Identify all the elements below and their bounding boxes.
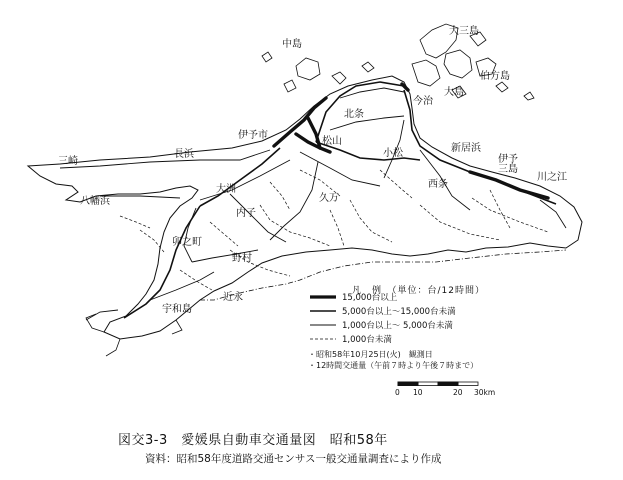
place-label-imabari: 今治	[413, 96, 433, 107]
place-label-matsuyama: 松山	[322, 136, 342, 147]
place-label-nagahama: 長浜	[174, 149, 194, 160]
legend-label-medium: 5,000台以上〜15,000台未満	[342, 307, 456, 317]
legend-label-dashed: 1,000台未満	[342, 335, 392, 345]
legend-row-thin	[310, 319, 530, 331]
figure-caption: 図交3-3 愛媛県自動車交通量図 昭和58年	[118, 433, 388, 448]
place-label-ozu: 大洲	[216, 184, 236, 195]
scale-bar	[398, 382, 478, 386]
place-label-hojo: 北条	[344, 109, 364, 120]
place-label-uwajima: 宇和島	[162, 304, 192, 315]
place-label-nakajima: 中島	[282, 39, 302, 50]
place-label-hakata: 伯方島	[480, 71, 510, 82]
scale-tick-10: 10	[413, 388, 423, 397]
place-label-niihama: 新居浜	[451, 143, 481, 154]
place-label-daisanto: 大三島	[449, 26, 479, 37]
place-label-komatsu: 小松	[383, 148, 403, 159]
place-label-oshima: 大島	[444, 87, 464, 98]
scale-tick-20: 20	[453, 388, 463, 397]
coast-detail-south	[86, 314, 182, 356]
minor-roads	[120, 170, 548, 290]
place-label-iyoshi: 伊予市	[238, 130, 268, 141]
place-label-yawatahama: 八幡浜	[80, 196, 110, 207]
legend-title: 凡 例 （単位：台/12時間）	[352, 286, 485, 296]
scale-tick-30km: 30km	[474, 388, 496, 397]
legend-row-medium	[310, 305, 530, 317]
legend-note-hours: ・12時間交通量（午前７時より午後７時まで）	[308, 361, 479, 370]
legend-row-dashed	[310, 333, 530, 345]
place-label-nomura: 野村	[232, 253, 252, 264]
legend-row-heavy	[310, 291, 530, 303]
place-label-iyomishima: 伊予 三島	[498, 154, 518, 175]
scale-tick-0: 0	[395, 388, 400, 397]
legend-note-date: ・昭和58年10月25日(火) 観測日	[308, 350, 433, 359]
place-label-uchiko: 内子	[236, 208, 256, 219]
figure-source: 資料：昭和58年度道路交通センサス一般交通量調査により作成	[145, 453, 442, 465]
legend-label-thin: 1,000台以上〜 5,000台未満	[342, 321, 453, 331]
islands	[262, 24, 534, 100]
place-label-misaki: 三崎	[58, 156, 78, 167]
thin-roads	[60, 88, 566, 320]
place-label-saijo: 西条	[428, 179, 448, 190]
place-label-kawanoe: 川之江	[537, 172, 567, 183]
legend-label-heavy: 15,000台以上	[342, 293, 398, 303]
place-label-chikanaga: 近永	[223, 292, 243, 303]
place-label-kuma: 久万	[319, 193, 339, 204]
place-label-unomachi: 卯之町	[172, 237, 202, 248]
